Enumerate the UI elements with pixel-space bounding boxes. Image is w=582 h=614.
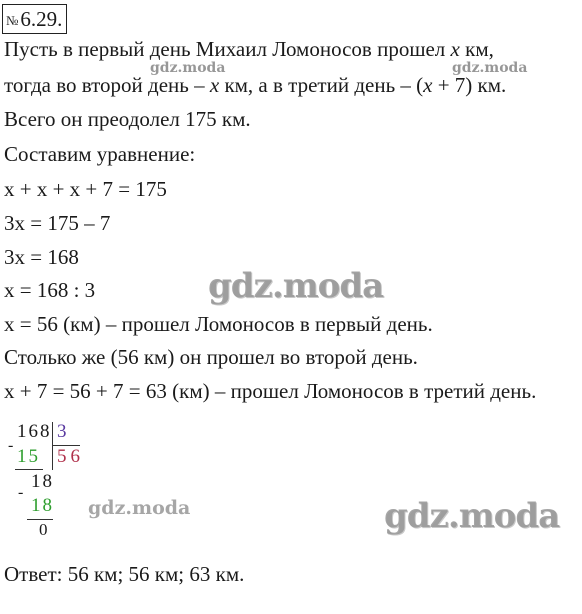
equation-4: x = 168 : 3: [4, 278, 96, 302]
watermark-mid: gdz.moda: [88, 497, 191, 519]
text-line-4: Составим уравнение:: [4, 142, 196, 166]
problem-number: [2, 4, 67, 34]
text-line-1: Пусть в первый день Михаил Ломоносов прошел x км,: [4, 37, 494, 61]
watermark-big-2: gdz.moda: [384, 496, 560, 536]
dividend: 168: [17, 421, 52, 442]
equation-5: x = 56 (км) – прошел Ломоносов в первый день.: [4, 312, 433, 336]
watermark-small-2: gdz.moda: [452, 60, 528, 76]
equation-1: x + x + x + 7 = 175: [4, 177, 167, 201]
equation-2: 3x = 175 – 7: [4, 211, 111, 235]
watermark-big-1: gdz.moda: [208, 266, 384, 306]
minus-sign-1: -: [8, 437, 14, 454]
answer-line: Ответ: 56 км; 56 км; 63 км.: [4, 562, 245, 586]
first-remainder: 18: [31, 471, 54, 492]
watermark-small-1: gdz.moda: [150, 60, 226, 76]
subtraction-line-1: [15, 469, 43, 470]
final-remainder: 0: [39, 520, 48, 539]
divisor: 3: [57, 421, 67, 442]
equation-6: x + 7 = 56 + 7 = 63 (км) – прошел Ломоносов в третий день.: [4, 379, 537, 403]
equation-3: 3x = 168: [4, 245, 79, 269]
second-subtrahend: 18: [31, 495, 54, 516]
number-sign: №: [6, 13, 19, 28]
first-subtrahend: 15: [17, 446, 40, 467]
text-line-10: Столько же (56 км) он прошел во второй день.: [4, 345, 418, 369]
minus-sign-2: -: [18, 484, 24, 501]
quotient: 56: [57, 446, 84, 467]
text-line-2: тогда во второй день – x км, а в третий день – (x + 7) км.: [4, 73, 507, 97]
division-vertical-line: [52, 422, 53, 470]
problem-number-value: 6.29.: [20, 7, 63, 31]
text-line-3: Всего он преодолел 175 км.: [4, 107, 251, 131]
